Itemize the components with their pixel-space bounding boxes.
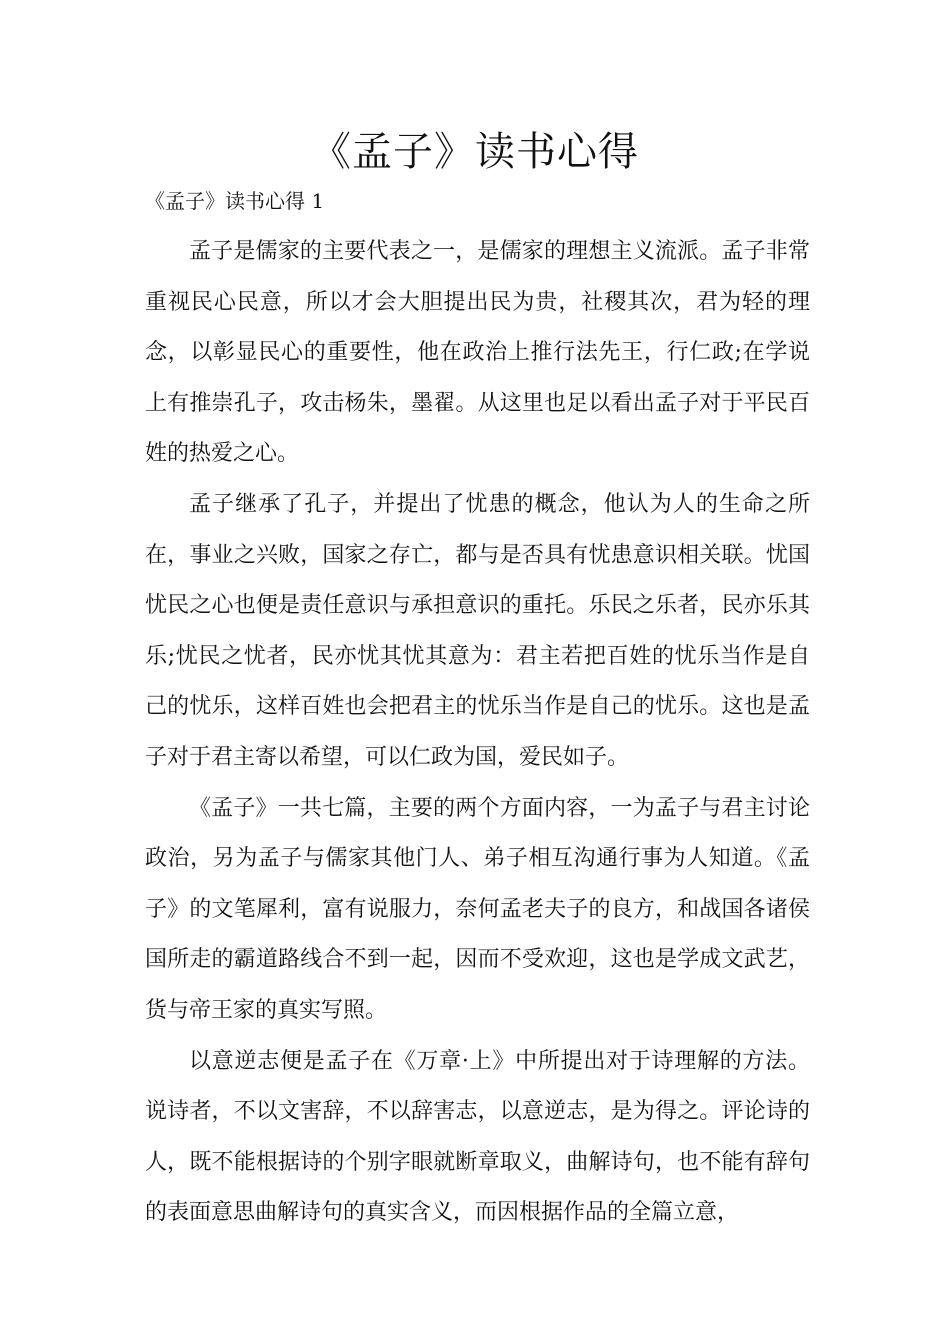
document-title: 《孟子》读书心得 bbox=[311, 129, 639, 175]
paragraph: 《孟子》一共七篇，主要的两个方面内容，一为孟子与君主讨论政治，另为孟子与儒家其他门人、弟子相互沟通行事为人知道。《孟子》的文笔犀利，富有说服力，奈何孟老夫子的良方，和战国各诸侯国所走的霸道路线合不到一起，因而不受欢迎，这也是学成文武艺，货与帝王家的真实写照。 bbox=[145, 795, 810, 1023]
paragraph: 以意逆志便是孟子在《万章·上》中所提出对于诗理解的方法。说诗者，不以文害辞，不以辞害志，以意逆志，是为得之。评论诗的人，既不能根据诗的个别字眼就断章取义，曲解诗句，也不能有辞句的表面意思曲解诗句的真实含义，而因根据作品的全篇立意， bbox=[145, 1048, 810, 1226]
paragraph: 孟子是儒家的主要代表之一，是儒家的理想主义流派。孟子非常重视民心民意，所以才会大胆提出民为贵，社稷其次，君为轻的理念，以彰显民心的重要性，他在政治上推行法先王，行仁政;在学说上有推崇孔子，攻击杨朱，墨翟。从这里也足以看出孟子对于平民百姓的热爱之心。 bbox=[145, 239, 810, 467]
paragraph: 孟子继承了孔子，并提出了忧患的概念，他认为人的生命之所在，事业之兴败，国家之存亡，都与是否具有忧患意识相关联。忧国忧民之心也便是责任意识与承担意识的重托。乐民之乐者，民亦乐其乐;忧民之忧者，民亦忧其忧其意为：君主若把百姓的忧乐当作是自己的忧乐，这样百姓也会把君主的忧乐当作是自己的忧乐。这也是孟子对于君主寄以希望，可以仁政为国，爱民如子。 bbox=[145, 491, 810, 770]
document-body bbox=[145, 227, 810, 1239]
section-heading: 《孟子》读书心得 1 bbox=[145, 189, 325, 213]
